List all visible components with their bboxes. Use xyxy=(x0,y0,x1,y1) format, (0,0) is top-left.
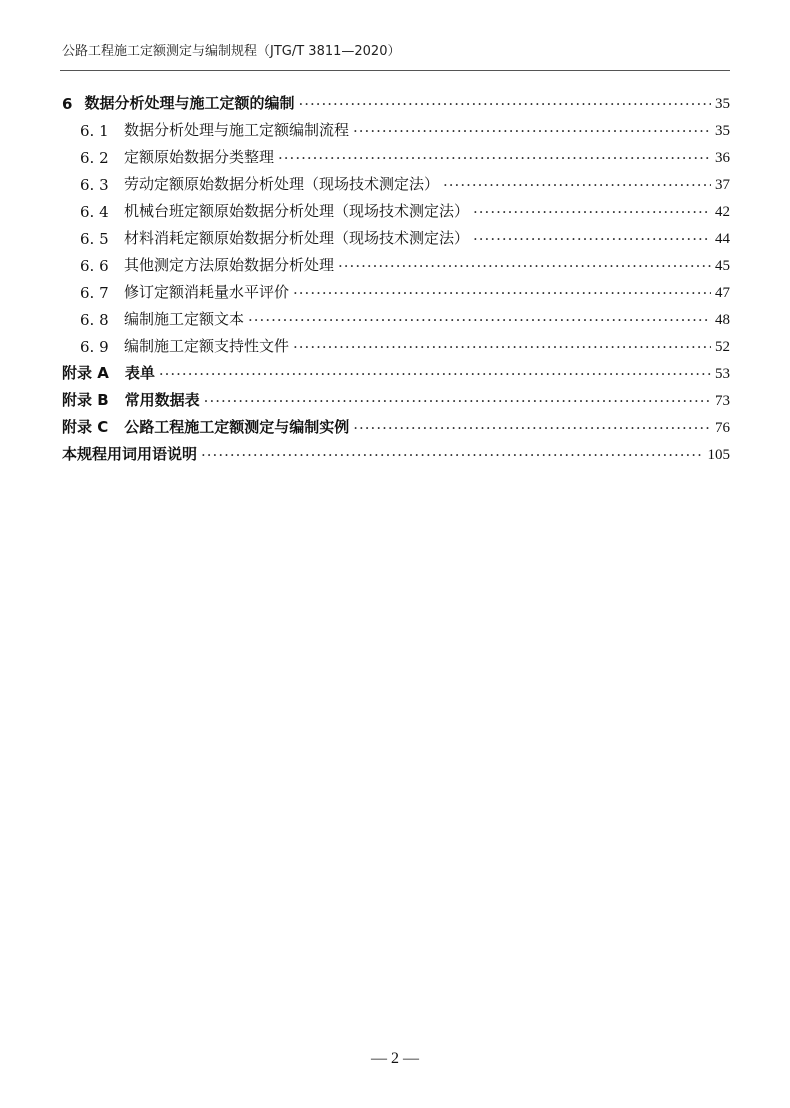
toc-title: 数据分析处理与施工定额的编制 xyxy=(84,94,295,112)
toc-number: 6. 8 xyxy=(80,311,109,329)
dot-leader xyxy=(159,365,711,383)
toc-title: 机械台班定额原始数据分析处理（现场技术测定法） xyxy=(124,202,470,220)
toc-number: 6. 7 xyxy=(80,284,109,302)
dot-leader xyxy=(353,419,711,437)
toc-number: 6. 9 xyxy=(80,338,109,356)
toc-number: 6. 2 xyxy=(80,149,109,167)
toc-entry[interactable] xyxy=(62,275,730,302)
toc-entry[interactable] xyxy=(62,383,730,410)
toc-title: 定额原始数据分类整理 xyxy=(124,148,275,166)
toc-entry[interactable] xyxy=(62,437,730,464)
toc-title: 修订定额消耗量水平评价 xyxy=(124,283,290,301)
toc-title: 表单 xyxy=(124,364,155,382)
dot-leader xyxy=(293,338,711,356)
toc-entry[interactable] xyxy=(62,113,730,140)
toc-entry[interactable] xyxy=(62,140,730,167)
toc-number: 6. 5 xyxy=(80,230,109,248)
toc-title: 编制施工定额支持性文件 xyxy=(124,337,290,355)
dot-leader xyxy=(293,284,711,302)
toc-number: 附录 B xyxy=(62,391,109,409)
toc-number: 附录 A xyxy=(62,364,109,382)
toc-entry[interactable] xyxy=(62,302,730,329)
toc-title: 本规程用词用语说明 xyxy=(62,445,198,463)
toc-page: 35 xyxy=(715,123,730,139)
toc-number: 附录 C xyxy=(62,418,109,436)
dot-leader xyxy=(201,446,703,464)
table-of-contents xyxy=(62,86,730,464)
toc-entry[interactable] xyxy=(62,329,730,356)
toc-number: 6. 1 xyxy=(80,122,109,140)
toc-page: 52 xyxy=(715,339,730,355)
toc-page: 73 xyxy=(715,393,730,409)
toc-title: 公路工程施工定额测定与编制实例 xyxy=(124,418,350,436)
toc-page: 47 xyxy=(715,285,730,301)
toc-page: 48 xyxy=(715,312,730,328)
toc-title: 常用数据表 xyxy=(124,391,200,409)
toc-entry[interactable] xyxy=(62,86,730,113)
toc-page: 36 xyxy=(715,150,730,166)
dot-leader xyxy=(204,392,711,410)
header-rule xyxy=(60,70,730,71)
toc-page: 45 xyxy=(715,258,730,274)
toc-page: 42 xyxy=(715,204,730,220)
dot-leader xyxy=(298,95,711,113)
toc-entry[interactable] xyxy=(62,221,730,248)
toc-entry[interactable] xyxy=(62,167,730,194)
toc-title: 数据分析处理与施工定额编制流程 xyxy=(124,121,350,139)
dot-leader xyxy=(338,257,711,275)
dot-leader xyxy=(473,230,711,248)
toc-page: 53 xyxy=(715,366,730,382)
toc-page: 44 xyxy=(715,231,730,247)
toc-entry[interactable] xyxy=(62,194,730,221)
toc-title: 劳动定额原始数据分析处理（现场技术测定法） xyxy=(124,175,440,193)
toc-page: 105 xyxy=(707,447,730,463)
toc-number: 6. 6 xyxy=(80,257,109,275)
dot-leader xyxy=(278,149,711,167)
dot-leader xyxy=(248,311,711,329)
toc-title: 材料消耗定额原始数据分析处理（现场技术测定法） xyxy=(124,229,470,247)
toc-entry[interactable] xyxy=(62,248,730,275)
toc-page: 37 xyxy=(715,177,730,193)
toc-title: 其他测定方法原始数据分析处理 xyxy=(124,256,335,274)
running-header: 公路工程施工定额测定与编制规程（JTG/T 3811—2020） xyxy=(62,44,401,59)
page-number: — 2 — xyxy=(371,1050,419,1067)
toc-entry[interactable] xyxy=(62,356,730,383)
toc-page: 35 xyxy=(715,96,730,112)
toc-entry[interactable] xyxy=(62,410,730,437)
toc-title: 编制施工定额文本 xyxy=(124,310,245,328)
toc-number: 6. 3 xyxy=(80,176,109,194)
toc-number: 6 xyxy=(62,95,73,113)
toc-page: 76 xyxy=(715,420,730,436)
dot-leader xyxy=(353,122,711,140)
toc-number: 6. 4 xyxy=(80,203,109,221)
dot-leader xyxy=(443,176,711,194)
dot-leader xyxy=(473,203,711,221)
